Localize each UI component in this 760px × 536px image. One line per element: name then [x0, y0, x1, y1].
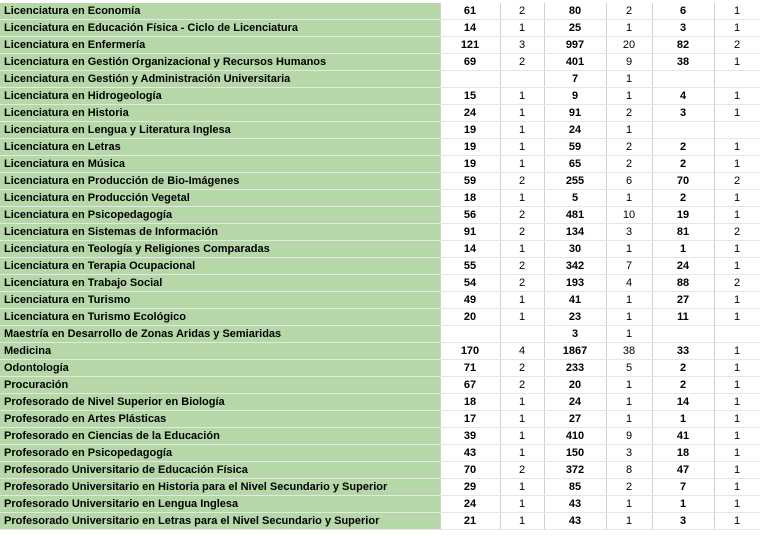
- table-row: [0, 156, 760, 173]
- count-cell[interactable]: [714, 71, 760, 88]
- count-cell[interactable]: 2: [714, 37, 760, 54]
- count-cell[interactable]: 1: [714, 258, 760, 275]
- value-cell[interactable]: 56: [440, 207, 500, 224]
- table-row: [0, 88, 760, 105]
- value-cell[interactable]: 19: [440, 122, 500, 139]
- table-row: [0, 71, 760, 88]
- career-name-cell[interactable]: Profesorado en Psicopedagogía: [0, 445, 440, 462]
- count-cell[interactable]: 2: [500, 54, 544, 71]
- career-name-cell[interactable]: Profesorado en Artes Plásticas: [0, 411, 440, 428]
- count-cell[interactable]: [500, 71, 544, 88]
- spreadsheet-table: [0, 3, 760, 530]
- count-cell[interactable]: 1: [500, 445, 544, 462]
- count-cell[interactable]: 1: [500, 394, 544, 411]
- value-cell[interactable]: [440, 71, 500, 88]
- count-cell[interactable]: 2: [606, 105, 652, 122]
- value-cell[interactable]: 43: [544, 496, 606, 513]
- count-cell[interactable]: 2: [606, 3, 652, 20]
- table-row: [0, 496, 760, 513]
- career-name-cell[interactable]: Licenciatura en Psicopedagogía: [0, 207, 440, 224]
- count-cell[interactable]: 1: [714, 343, 760, 360]
- table-row: [0, 105, 760, 122]
- count-cell[interactable]: 1: [714, 156, 760, 173]
- value-cell[interactable]: 7: [544, 71, 606, 88]
- count-cell[interactable]: 1: [606, 496, 652, 513]
- value-cell[interactable]: 67: [440, 377, 500, 394]
- value-cell[interactable]: 18: [652, 445, 714, 462]
- value-cell[interactable]: 59: [544, 139, 606, 156]
- count-cell[interactable]: 1: [606, 309, 652, 326]
- value-cell[interactable]: 170: [440, 343, 500, 360]
- table-row: [0, 139, 760, 156]
- count-cell[interactable]: 1: [606, 20, 652, 37]
- table-row: [0, 394, 760, 411]
- value-cell[interactable]: 17: [440, 411, 500, 428]
- count-cell[interactable]: 1: [500, 190, 544, 207]
- value-cell[interactable]: 39: [440, 428, 500, 445]
- count-cell[interactable]: [500, 326, 544, 343]
- value-cell[interactable]: 7: [652, 479, 714, 496]
- value-cell[interactable]: 70: [652, 173, 714, 190]
- value-cell[interactable]: 43: [440, 445, 500, 462]
- career-name-cell[interactable]: Licenciatura en Hidrogeología: [0, 88, 440, 105]
- value-cell[interactable]: 61: [440, 3, 500, 20]
- value-cell[interactable]: 2: [652, 156, 714, 173]
- count-cell[interactable]: 2: [500, 258, 544, 275]
- count-cell[interactable]: 2: [714, 275, 760, 292]
- value-cell[interactable]: 88: [652, 275, 714, 292]
- count-cell[interactable]: 1: [500, 105, 544, 122]
- count-cell[interactable]: 3: [606, 224, 652, 241]
- career-name-cell[interactable]: Profesorado Universitario en Lengua Inglesa: [0, 496, 440, 513]
- career-name-cell[interactable]: Licenciatura en Terapia Ocupacional: [0, 258, 440, 275]
- value-cell[interactable]: 24: [652, 258, 714, 275]
- value-cell[interactable]: [652, 326, 714, 343]
- value-cell[interactable]: 18: [440, 394, 500, 411]
- value-cell[interactable]: 3: [652, 20, 714, 37]
- value-cell[interactable]: 33: [652, 343, 714, 360]
- career-name-cell[interactable]: Licenciatura en Música: [0, 156, 440, 173]
- count-cell[interactable]: 1: [714, 3, 760, 20]
- count-cell[interactable]: 2: [714, 224, 760, 241]
- count-cell[interactable]: 1: [714, 479, 760, 496]
- count-cell[interactable]: 1: [714, 462, 760, 479]
- count-cell[interactable]: 1: [500, 122, 544, 139]
- value-cell[interactable]: 14: [652, 394, 714, 411]
- value-cell[interactable]: 2: [652, 139, 714, 156]
- count-cell[interactable]: 1: [500, 156, 544, 173]
- value-cell[interactable]: 193: [544, 275, 606, 292]
- value-cell[interactable]: 3: [544, 326, 606, 343]
- count-cell[interactable]: 2: [500, 224, 544, 241]
- count-cell[interactable]: 4: [500, 343, 544, 360]
- count-cell[interactable]: 1: [500, 428, 544, 445]
- count-cell[interactable]: 1: [606, 411, 652, 428]
- count-cell[interactable]: 1: [500, 241, 544, 258]
- count-cell[interactable]: 1: [500, 309, 544, 326]
- career-name-cell[interactable]: Licenciatura en Historia: [0, 105, 440, 122]
- career-name-cell[interactable]: Licenciatura en Teología y Religiones Comparadas: [0, 241, 440, 258]
- value-cell[interactable]: 2: [652, 377, 714, 394]
- table-row: [0, 343, 760, 360]
- value-cell[interactable]: 15: [440, 88, 500, 105]
- career-name-cell[interactable]: Odontología: [0, 360, 440, 377]
- value-cell[interactable]: 1: [652, 411, 714, 428]
- career-name-cell[interactable]: Maestría en Desarrollo de Zonas Aridas y Semiaridas: [0, 326, 440, 343]
- table-row: [0, 377, 760, 394]
- career-name-cell[interactable]: Profesorado en Ciencias de la Educación: [0, 428, 440, 445]
- value-cell[interactable]: 233: [544, 360, 606, 377]
- value-cell[interactable]: 20: [544, 377, 606, 394]
- table-row: [0, 207, 760, 224]
- career-name-cell[interactable]: Licenciatura en Producción de Bio-Imágenes: [0, 173, 440, 190]
- value-cell[interactable]: 14: [440, 20, 500, 37]
- value-cell[interactable]: 20: [440, 309, 500, 326]
- value-cell[interactable]: 14: [440, 241, 500, 258]
- value-cell[interactable]: 19: [440, 139, 500, 156]
- count-cell[interactable]: 2: [500, 207, 544, 224]
- table-row: [0, 326, 760, 343]
- table-row: [0, 360, 760, 377]
- value-cell[interactable]: 54: [440, 275, 500, 292]
- value-cell[interactable]: 134: [544, 224, 606, 241]
- value-cell[interactable]: 25: [544, 20, 606, 37]
- value-cell[interactable]: 59: [440, 173, 500, 190]
- count-cell[interactable]: 1: [606, 88, 652, 105]
- count-cell[interactable]: 1: [606, 394, 652, 411]
- count-cell[interactable]: 9: [606, 428, 652, 445]
- value-cell[interactable]: 21: [440, 513, 500, 530]
- count-cell[interactable]: 1: [714, 88, 760, 105]
- count-cell[interactable]: 1: [500, 20, 544, 37]
- value-cell[interactable]: 30: [544, 241, 606, 258]
- table-row: [0, 411, 760, 428]
- value-cell[interactable]: [652, 71, 714, 88]
- count-cell[interactable]: 1: [714, 105, 760, 122]
- table-row: [0, 54, 760, 71]
- table-row: [0, 275, 760, 292]
- career-name-cell[interactable]: Licenciatura en Gestión Organizacional y Recursos Humanos: [0, 54, 440, 71]
- count-cell[interactable]: 1: [500, 411, 544, 428]
- table-row: [0, 122, 760, 139]
- count-cell[interactable]: 2: [606, 479, 652, 496]
- value-cell[interactable]: 2: [652, 190, 714, 207]
- count-cell[interactable]: 1: [714, 445, 760, 462]
- value-cell[interactable]: 23: [544, 309, 606, 326]
- count-cell[interactable]: 2: [500, 377, 544, 394]
- count-cell[interactable]: 38: [606, 343, 652, 360]
- count-cell[interactable]: 1: [500, 88, 544, 105]
- value-cell[interactable]: 121: [440, 37, 500, 54]
- value-cell[interactable]: 342: [544, 258, 606, 275]
- value-cell[interactable]: 70: [440, 462, 500, 479]
- count-cell[interactable]: 1: [714, 190, 760, 207]
- value-cell[interactable]: 3: [652, 513, 714, 530]
- table-row: [0, 173, 760, 190]
- count-cell[interactable]: 1: [606, 292, 652, 309]
- value-cell[interactable]: 27: [544, 411, 606, 428]
- table-row: [0, 3, 760, 20]
- value-cell[interactable]: 81: [652, 224, 714, 241]
- value-cell[interactable]: [440, 326, 500, 343]
- count-cell[interactable]: 1: [500, 496, 544, 513]
- value-cell[interactable]: 19: [652, 207, 714, 224]
- career-name-cell[interactable]: Licenciatura en Producción Vegetal: [0, 190, 440, 207]
- value-cell[interactable]: 49: [440, 292, 500, 309]
- career-name-cell[interactable]: Licenciatura en Letras: [0, 139, 440, 156]
- value-cell[interactable]: 24: [544, 394, 606, 411]
- count-cell[interactable]: 1: [500, 139, 544, 156]
- count-cell[interactable]: 7: [606, 258, 652, 275]
- count-cell[interactable]: 5: [606, 360, 652, 377]
- career-name-cell[interactable]: Licenciatura en Economía: [0, 3, 440, 20]
- count-cell[interactable]: 1: [714, 207, 760, 224]
- value-cell[interactable]: 11: [652, 309, 714, 326]
- count-cell[interactable]: 1: [606, 326, 652, 343]
- count-cell[interactable]: 2: [606, 156, 652, 173]
- value-cell[interactable]: 24: [440, 105, 500, 122]
- value-cell[interactable]: 5: [544, 190, 606, 207]
- value-cell[interactable]: 24: [544, 122, 606, 139]
- table-row: [0, 190, 760, 207]
- career-name-cell[interactable]: Procuración: [0, 377, 440, 394]
- career-name-cell[interactable]: Licenciatura en Sistemas de Información: [0, 224, 440, 241]
- career-name-cell[interactable]: Profesorado de Nivel Superior en Biología: [0, 394, 440, 411]
- career-name-cell[interactable]: Medicina: [0, 343, 440, 360]
- count-cell[interactable]: 4: [606, 275, 652, 292]
- count-cell[interactable]: 2: [714, 173, 760, 190]
- career-name-cell[interactable]: Licenciatura en Enfermería: [0, 37, 440, 54]
- career-name-cell[interactable]: Profesorado Universitario de Educación Física: [0, 462, 440, 479]
- value-cell[interactable]: 1: [652, 241, 714, 258]
- count-cell[interactable]: 2: [500, 173, 544, 190]
- value-cell[interactable]: 1: [652, 496, 714, 513]
- career-name-cell[interactable]: Licenciatura en Trabajo Social: [0, 275, 440, 292]
- count-cell[interactable]: 3: [606, 445, 652, 462]
- value-cell[interactable]: [652, 122, 714, 139]
- count-cell[interactable]: 1: [606, 377, 652, 394]
- table-row: [0, 37, 760, 54]
- table-row: [0, 462, 760, 479]
- career-name-cell[interactable]: Licenciatura en Turismo Ecológico: [0, 309, 440, 326]
- table-row: [0, 479, 760, 496]
- count-cell[interactable]: 1: [714, 360, 760, 377]
- value-cell[interactable]: 481: [544, 207, 606, 224]
- value-cell[interactable]: 1867: [544, 343, 606, 360]
- table-row: [0, 258, 760, 275]
- career-name-cell[interactable]: Profesorado Universitario en Letras para el Nivel Secundario y Superior: [0, 513, 440, 530]
- table-row: [0, 309, 760, 326]
- count-cell[interactable]: 1: [714, 496, 760, 513]
- count-cell[interactable]: 1: [500, 292, 544, 309]
- count-cell[interactable]: 1: [714, 54, 760, 71]
- count-cell[interactable]: 1: [714, 309, 760, 326]
- value-cell[interactable]: 9: [544, 88, 606, 105]
- value-cell[interactable]: 55: [440, 258, 500, 275]
- value-cell[interactable]: 41: [652, 428, 714, 445]
- count-cell[interactable]: 2: [500, 3, 544, 20]
- table-row: [0, 428, 760, 445]
- value-cell[interactable]: 24: [440, 496, 500, 513]
- value-cell[interactable]: 410: [544, 428, 606, 445]
- value-cell[interactable]: 41: [544, 292, 606, 309]
- count-cell[interactable]: 3: [500, 37, 544, 54]
- count-cell[interactable]: 9: [606, 54, 652, 71]
- count-cell[interactable]: 2: [500, 360, 544, 377]
- table-row: [0, 513, 760, 530]
- count-cell[interactable]: 2: [500, 275, 544, 292]
- count-cell[interactable]: 1: [606, 241, 652, 258]
- value-cell[interactable]: 47: [652, 462, 714, 479]
- value-cell[interactable]: 43: [544, 513, 606, 530]
- value-cell[interactable]: 27: [652, 292, 714, 309]
- value-cell[interactable]: 18: [440, 190, 500, 207]
- value-cell[interactable]: 91: [544, 105, 606, 122]
- career-name-cell[interactable]: Licenciatura en Gestión y Administración Universitaria: [0, 71, 440, 88]
- career-name-cell[interactable]: Profesorado Universitario en Historia para el Nivel Secundario y Superior: [0, 479, 440, 496]
- count-cell[interactable]: 1: [500, 513, 544, 530]
- value-cell[interactable]: 82: [652, 37, 714, 54]
- count-cell[interactable]: 2: [606, 139, 652, 156]
- count-cell[interactable]: 1: [714, 241, 760, 258]
- table-row: [0, 241, 760, 258]
- value-cell[interactable]: 150: [544, 445, 606, 462]
- value-cell[interactable]: 91: [440, 224, 500, 241]
- count-cell[interactable]: 1: [606, 190, 652, 207]
- career-name-cell[interactable]: Licenciatura en Lengua y Literatura Inglesa: [0, 122, 440, 139]
- value-cell[interactable]: 19: [440, 156, 500, 173]
- value-cell[interactable]: 80: [544, 3, 606, 20]
- count-cell[interactable]: 8: [606, 462, 652, 479]
- count-cell[interactable]: 6: [606, 173, 652, 190]
- count-cell[interactable]: 1: [606, 71, 652, 88]
- career-name-cell[interactable]: Licenciatura en Educación Física - Ciclo de Licenciatura: [0, 20, 440, 37]
- count-cell[interactable]: 20: [606, 37, 652, 54]
- table-row: [0, 292, 760, 309]
- count-cell[interactable]: 1: [606, 122, 652, 139]
- count-cell[interactable]: 1: [714, 20, 760, 37]
- count-cell[interactable]: 1: [714, 411, 760, 428]
- count-cell[interactable]: [714, 122, 760, 139]
- count-cell[interactable]: 1: [714, 377, 760, 394]
- count-cell[interactable]: 1: [500, 479, 544, 496]
- value-cell[interactable]: 65: [544, 156, 606, 173]
- value-cell[interactable]: 997: [544, 37, 606, 54]
- count-cell[interactable]: [714, 326, 760, 343]
- career-name-cell[interactable]: Licenciatura en Turismo: [0, 292, 440, 309]
- table-row: [0, 445, 760, 462]
- value-cell[interactable]: 401: [544, 54, 606, 71]
- table-row: [0, 224, 760, 241]
- value-cell[interactable]: 255: [544, 173, 606, 190]
- value-cell[interactable]: 372: [544, 462, 606, 479]
- value-cell[interactable]: 38: [652, 54, 714, 71]
- count-cell[interactable]: 10: [606, 207, 652, 224]
- table-row: [0, 20, 760, 37]
- value-cell[interactable]: 6: [652, 3, 714, 20]
- value-cell[interactable]: 4: [652, 88, 714, 105]
- count-cell[interactable]: 1: [606, 513, 652, 530]
- value-cell[interactable]: 85: [544, 479, 606, 496]
- value-cell[interactable]: 3: [652, 105, 714, 122]
- count-cell[interactable]: 1: [714, 428, 760, 445]
- value-cell[interactable]: 2: [652, 360, 714, 377]
- count-cell[interactable]: 1: [714, 513, 760, 530]
- value-cell[interactable]: 69: [440, 54, 500, 71]
- count-cell[interactable]: 1: [714, 292, 760, 309]
- count-cell[interactable]: 2: [500, 462, 544, 479]
- count-cell[interactable]: 1: [714, 394, 760, 411]
- value-cell[interactable]: 29: [440, 479, 500, 496]
- value-cell[interactable]: 71: [440, 360, 500, 377]
- count-cell[interactable]: 1: [714, 139, 760, 156]
- table-body: [0, 3, 760, 530]
